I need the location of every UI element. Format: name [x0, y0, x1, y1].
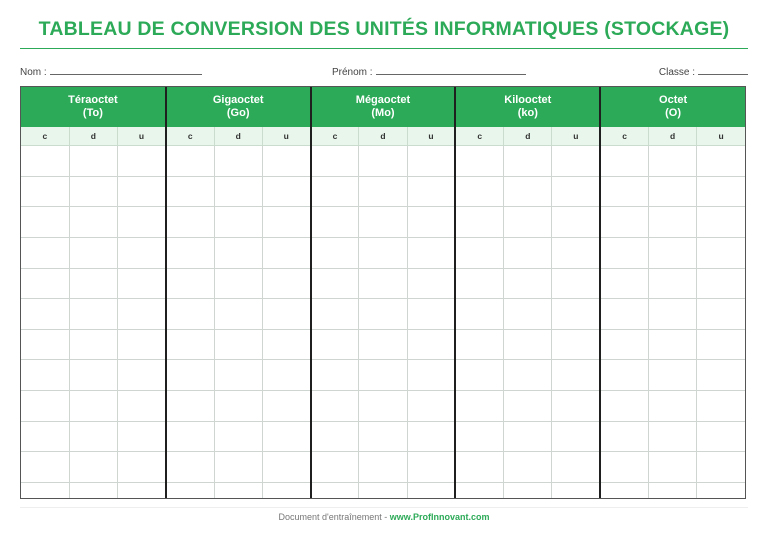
table-cell[interactable] — [600, 421, 648, 452]
table-row — [21, 452, 745, 483]
table-cell[interactable] — [118, 483, 166, 498]
subcolumn-header: c — [21, 127, 69, 146]
table-cell[interactable] — [69, 360, 117, 391]
table-cell[interactable] — [455, 237, 503, 268]
table-cell[interactable] — [407, 483, 455, 498]
footer-divider — [20, 507, 748, 508]
table-cell[interactable] — [359, 452, 407, 483]
table-cell[interactable] — [697, 299, 745, 330]
table-cell[interactable] — [455, 452, 503, 483]
table-cell[interactable] — [455, 207, 503, 238]
table-cell[interactable] — [648, 329, 696, 360]
table-cell[interactable] — [166, 237, 214, 268]
subcolumn-header: d — [69, 127, 117, 146]
table-cell[interactable] — [166, 360, 214, 391]
table-cell[interactable] — [118, 360, 166, 391]
table-cell[interactable] — [311, 329, 359, 360]
table-cell[interactable] — [214, 299, 262, 330]
table-cell[interactable] — [359, 329, 407, 360]
table-cell[interactable] — [311, 268, 359, 299]
table-cell[interactable] — [214, 360, 262, 391]
prenom-field[interactable] — [332, 65, 526, 78]
subcolumn-header: d — [648, 127, 696, 146]
table-cell[interactable] — [504, 237, 552, 268]
table-cell[interactable] — [407, 176, 455, 207]
table-cell[interactable] — [455, 299, 503, 330]
table-cell[interactable] — [648, 207, 696, 238]
table-cell[interactable] — [552, 237, 600, 268]
table-row — [21, 421, 745, 452]
table-row — [21, 268, 745, 299]
unit-name: Téraoctet — [68, 94, 118, 106]
table-cell[interactable] — [455, 421, 503, 452]
subcolumn-header: d — [359, 127, 407, 146]
table-cell[interactable] — [262, 176, 310, 207]
table-cell[interactable] — [214, 176, 262, 207]
table-cell[interactable] — [407, 299, 455, 330]
table-cell[interactable] — [21, 421, 69, 452]
table-cell[interactable] — [166, 421, 214, 452]
table-cell[interactable] — [600, 360, 648, 391]
table-cell[interactable] — [648, 452, 696, 483]
table-cell[interactable] — [407, 329, 455, 360]
table-cell[interactable] — [311, 176, 359, 207]
table-row — [21, 360, 745, 391]
table-cell[interactable] — [648, 237, 696, 268]
table-row — [21, 207, 745, 238]
table-cell[interactable] — [697, 483, 745, 498]
table-cell[interactable] — [311, 146, 359, 177]
table-row — [21, 146, 745, 177]
table-cell[interactable] — [69, 268, 117, 299]
table-cell[interactable] — [600, 391, 648, 422]
table-cell[interactable] — [69, 421, 117, 452]
table-cell[interactable] — [214, 207, 262, 238]
table-cell[interactable] — [166, 176, 214, 207]
footer — [20, 512, 748, 522]
table-cell[interactable] — [359, 391, 407, 422]
table-cell[interactable] — [311, 421, 359, 452]
table-cell[interactable] — [455, 176, 503, 207]
subcolumn-header: u — [697, 127, 745, 146]
table-cell[interactable] — [552, 207, 600, 238]
table-cell[interactable] — [359, 207, 407, 238]
table-cell[interactable] — [118, 391, 166, 422]
table-cell[interactable] — [311, 207, 359, 238]
unit-abbreviation: (To) — [82, 107, 103, 119]
table-cell[interactable] — [118, 176, 166, 207]
table-cell[interactable] — [359, 268, 407, 299]
table-cell[interactable] — [552, 146, 600, 177]
table-cell[interactable] — [600, 146, 648, 177]
table-cell[interactable] — [311, 299, 359, 330]
unit-header-row — [21, 87, 745, 127]
nom-blank-line[interactable] — [50, 65, 202, 75]
conversion-table-body — [21, 146, 745, 499]
table-cell[interactable] — [648, 483, 696, 498]
table-cell[interactable] — [504, 207, 552, 238]
subcolumn-header: c — [600, 127, 648, 146]
table-cell[interactable] — [455, 329, 503, 360]
table-cell[interactable] — [262, 237, 310, 268]
table-cell[interactable] — [407, 237, 455, 268]
table-cell[interactable] — [359, 237, 407, 268]
table-cell[interactable] — [166, 299, 214, 330]
subcolumn-header: u — [262, 127, 310, 146]
table-cell[interactable] — [697, 176, 745, 207]
unit-name: Mégaoctet — [355, 94, 411, 106]
table-cell[interactable] — [552, 268, 600, 299]
page-title: TABLEAU DE CONVERSION DES UNITÉS INFORMATIQUES (STOCKAGE) — [38, 18, 730, 40]
subcolumn-header: d — [214, 127, 262, 146]
table-cell[interactable] — [600, 452, 648, 483]
classe-blank-line[interactable] — [698, 65, 748, 75]
table-cell[interactable] — [21, 452, 69, 483]
prenom-label: Prénom : — [332, 67, 373, 78]
unit-header — [311, 87, 456, 127]
subcolumn-header: c — [311, 127, 359, 146]
subcolumn-header: d — [504, 127, 552, 146]
table-cell[interactable] — [552, 483, 600, 498]
table-cell[interactable] — [455, 360, 503, 391]
table-cell[interactable] — [118, 299, 166, 330]
table-cell[interactable] — [697, 207, 745, 238]
unit-abbreviation: (Mo) — [371, 107, 395, 119]
table-cell[interactable] — [21, 360, 69, 391]
table-cell[interactable] — [69, 146, 117, 177]
table-cell[interactable] — [504, 483, 552, 498]
table-cell[interactable] — [552, 360, 600, 391]
table-cell[interactable] — [21, 268, 69, 299]
table-cell[interactable] — [118, 268, 166, 299]
table-cell[interactable] — [648, 268, 696, 299]
unit-name: Gigaoctet — [212, 94, 264, 106]
subcolumn-header: u — [552, 127, 600, 146]
table-cell[interactable] — [504, 452, 552, 483]
table-cell[interactable] — [504, 360, 552, 391]
table-cell[interactable] — [21, 483, 69, 498]
table-cell[interactable] — [166, 483, 214, 498]
table-cell[interactable] — [262, 391, 310, 422]
table-cell[interactable] — [648, 299, 696, 330]
student-info-row — [20, 63, 748, 79]
table-cell[interactable] — [118, 421, 166, 452]
table-cell[interactable] — [311, 237, 359, 268]
table-cell[interactable] — [166, 329, 214, 360]
table-cell[interactable] — [118, 207, 166, 238]
table-cell[interactable] — [359, 176, 407, 207]
table-cell[interactable] — [504, 146, 552, 177]
table-cell[interactable] — [21, 146, 69, 177]
table-cell[interactable] — [21, 207, 69, 238]
table-cell[interactable] — [214, 237, 262, 268]
table-cell[interactable] — [455, 483, 503, 498]
table-cell[interactable] — [697, 421, 745, 452]
prenom-blank-line[interactable] — [376, 65, 526, 75]
table-cell[interactable] — [648, 146, 696, 177]
unit-abbreviation: (O) — [665, 107, 682, 119]
table-cell[interactable] — [311, 391, 359, 422]
table-cell[interactable] — [214, 146, 262, 177]
subcolumn-header: u — [407, 127, 455, 146]
table-cell[interactable] — [69, 207, 117, 238]
table-cell[interactable] — [262, 207, 310, 238]
subcolumn-header: c — [166, 127, 214, 146]
unit-name: Octet — [659, 94, 688, 106]
table-cell[interactable] — [166, 391, 214, 422]
table-cell[interactable] — [697, 268, 745, 299]
table-cell[interactable] — [504, 176, 552, 207]
table-cell[interactable] — [166, 207, 214, 238]
table-cell[interactable] — [118, 237, 166, 268]
table-cell[interactable] — [600, 329, 648, 360]
table-cell[interactable] — [648, 360, 696, 391]
table-row — [21, 329, 745, 360]
table-cell[interactable] — [262, 268, 310, 299]
table-cell[interactable] — [262, 360, 310, 391]
table-cell[interactable] — [311, 452, 359, 483]
nom-field[interactable] — [20, 65, 202, 78]
table-cell[interactable] — [214, 452, 262, 483]
unit-header — [600, 87, 745, 127]
table-cell[interactable] — [69, 329, 117, 360]
unit-abbreviation: (ko) — [517, 107, 538, 119]
table-cell[interactable] — [407, 146, 455, 177]
conversion-table — [21, 87, 745, 498]
table-cell[interactable] — [600, 207, 648, 238]
table-cell[interactable] — [552, 391, 600, 422]
table-cell[interactable] — [166, 452, 214, 483]
table-row — [21, 176, 745, 207]
table-cell[interactable] — [600, 237, 648, 268]
table-cell[interactable] — [552, 329, 600, 360]
unit-header — [166, 87, 311, 127]
table-cell[interactable] — [262, 452, 310, 483]
table-cell[interactable] — [359, 299, 407, 330]
table-cell[interactable] — [552, 421, 600, 452]
nom-label: Nom : — [20, 67, 47, 78]
table-row — [21, 391, 745, 422]
unit-header — [21, 87, 166, 127]
unit-abbreviation: (Go) — [226, 107, 250, 119]
table-cell[interactable] — [69, 452, 117, 483]
table-cell[interactable] — [504, 421, 552, 452]
subcolumn-header: u — [118, 127, 166, 146]
table-cell[interactable] — [407, 391, 455, 422]
table-cell[interactable] — [407, 421, 455, 452]
table-cell[interactable] — [504, 391, 552, 422]
table-cell[interactable] — [69, 483, 117, 498]
table-cell[interactable] — [407, 207, 455, 238]
classe-label: Classe : — [658, 67, 695, 78]
table-cell[interactable] — [407, 268, 455, 299]
table-cell[interactable] — [600, 268, 648, 299]
table-cell[interactable] — [118, 452, 166, 483]
table-cell[interactable] — [359, 146, 407, 177]
table-cell[interactable] — [359, 421, 407, 452]
table-cell[interactable] — [359, 483, 407, 498]
table-cell[interactable] — [359, 360, 407, 391]
table-cell[interactable] — [648, 176, 696, 207]
table-cell[interactable] — [21, 391, 69, 422]
table-row — [21, 237, 745, 268]
table-cell[interactable] — [552, 452, 600, 483]
table-cell[interactable] — [69, 176, 117, 207]
table-cell[interactable] — [262, 421, 310, 452]
table-cell[interactable] — [214, 421, 262, 452]
table-cell[interactable] — [166, 268, 214, 299]
table-cell[interactable] — [214, 483, 262, 498]
table-cell[interactable] — [697, 329, 745, 360]
table-cell[interactable] — [214, 329, 262, 360]
unit-name: Kilooctet — [504, 94, 552, 106]
table-cell[interactable] — [118, 329, 166, 360]
table-cell[interactable] — [648, 391, 696, 422]
table-cell[interactable] — [600, 483, 648, 498]
table-cell[interactable] — [118, 146, 166, 177]
table-cell[interactable] — [600, 299, 648, 330]
table-cell[interactable] — [262, 299, 310, 330]
table-cell[interactable] — [69, 391, 117, 422]
title-divider — [20, 48, 748, 49]
table-cell[interactable] — [504, 329, 552, 360]
table-cell[interactable] — [552, 176, 600, 207]
table-cell[interactable] — [69, 237, 117, 268]
table-cell[interactable] — [600, 176, 648, 207]
table-cell[interactable] — [262, 146, 310, 177]
table-cell[interactable] — [697, 146, 745, 177]
table-cell[interactable] — [262, 329, 310, 360]
subcolumn-header-row — [21, 127, 745, 146]
table-cell[interactable] — [69, 299, 117, 330]
table-cell[interactable] — [697, 452, 745, 483]
table-cell[interactable] — [504, 268, 552, 299]
table-cell[interactable] — [697, 360, 745, 391]
table-cell[interactable] — [697, 391, 745, 422]
table-cell[interactable] — [21, 299, 69, 330]
table-cell[interactable] — [166, 146, 214, 177]
table-cell[interactable] — [455, 391, 503, 422]
classe-field[interactable] — [659, 65, 748, 78]
table-cell[interactable] — [455, 268, 503, 299]
table-cell[interactable] — [214, 268, 262, 299]
table-cell[interactable] — [407, 360, 455, 391]
table-row — [21, 483, 745, 498]
table-cell[interactable] — [407, 452, 455, 483]
table-cell[interactable] — [648, 421, 696, 452]
table-cell[interactable] — [697, 237, 745, 268]
table-cell[interactable] — [504, 299, 552, 330]
table-cell[interactable] — [214, 391, 262, 422]
subcolumn-header: c — [455, 127, 503, 146]
footer-text: Document d'entraînement - — [278, 512, 390, 522]
table-cell[interactable] — [21, 329, 69, 360]
table-cell[interactable] — [311, 360, 359, 391]
table-cell[interactable] — [21, 237, 69, 268]
table-cell[interactable] — [311, 483, 359, 498]
footer-link[interactable]: www.ProfInnovant.com — [389, 512, 490, 522]
table-cell[interactable] — [552, 299, 600, 330]
table-cell[interactable] — [262, 483, 310, 498]
table-cell[interactable] — [455, 146, 503, 177]
unit-header — [455, 87, 600, 127]
conversion-table-frame — [20, 86, 746, 499]
table-row — [21, 299, 745, 330]
table-cell[interactable] — [21, 176, 69, 207]
